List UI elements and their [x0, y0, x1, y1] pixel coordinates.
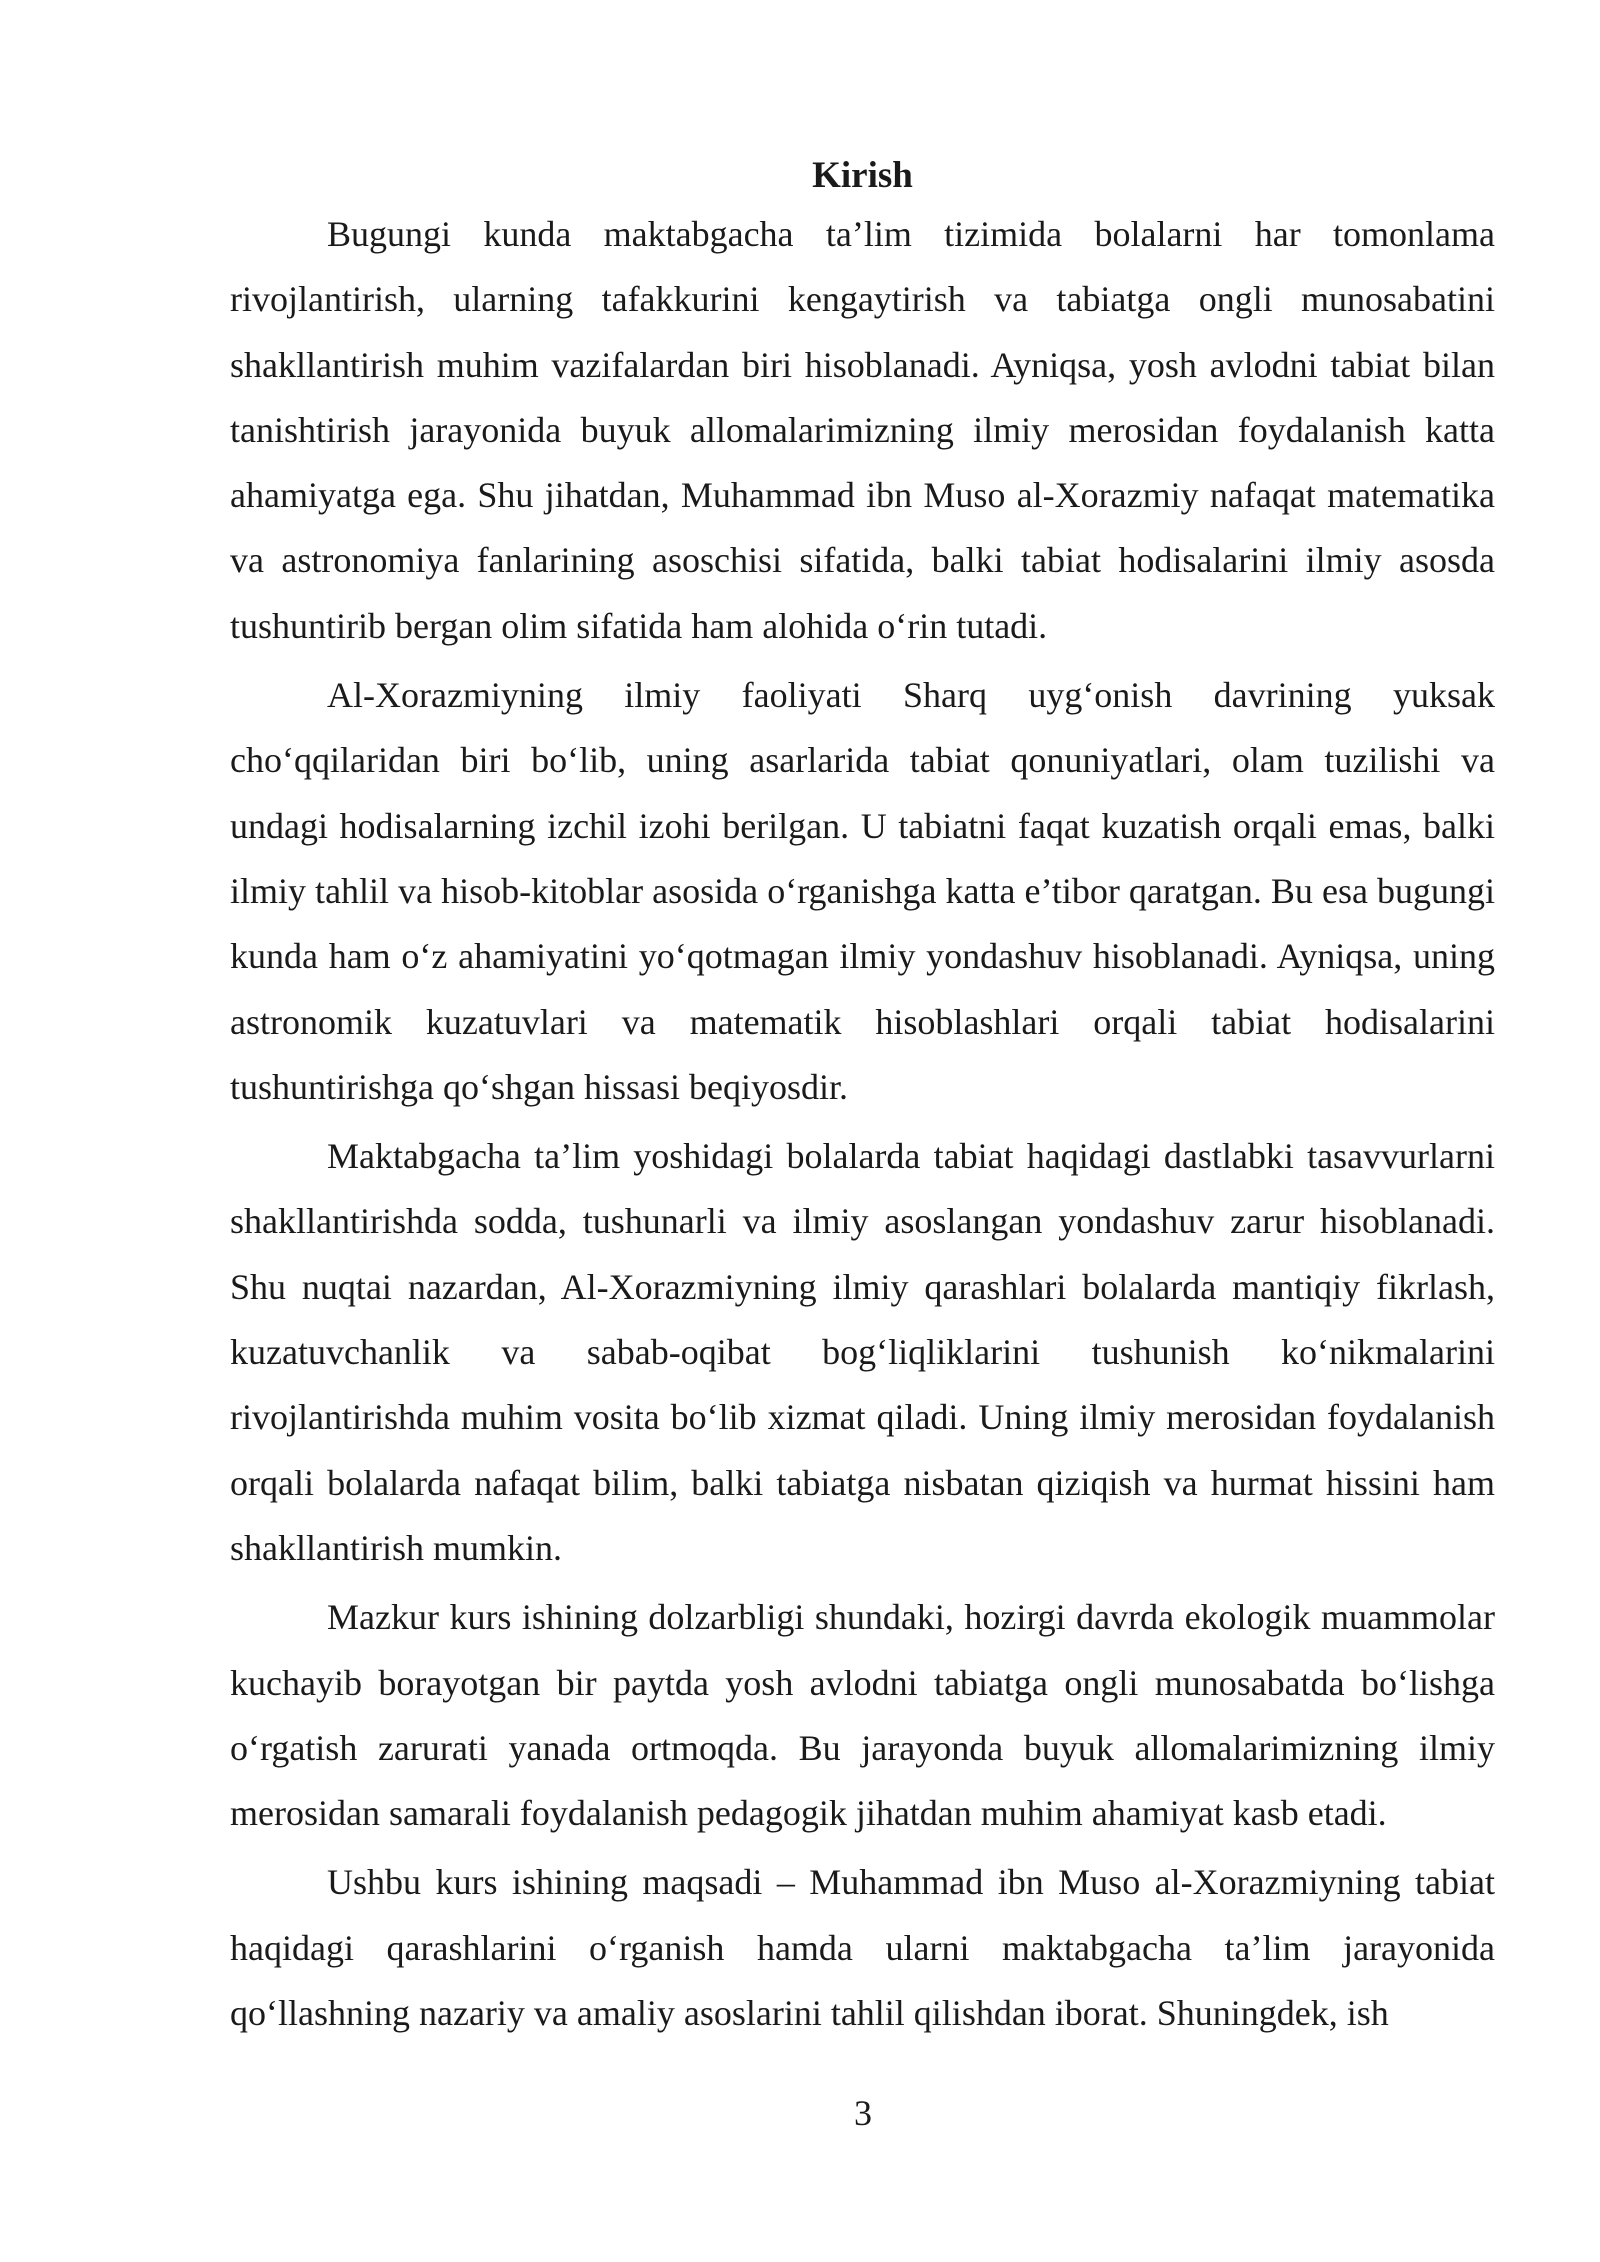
paragraph-1: Bugungi kunda maktabgacha ta’lim tizimida bolalarni har tomonlama rivojlantirish, ularning tafakkurini kengaytirish va tabiatga ongli munosabatini shakllantirish muhim vazifalardan biri hisoblanadi. Ayniqsa, yosh avlodni tabiat bilan tanishtirish jarayonida buyuk allomalarimizning ilmiy merosidan foydalanish katta ahamiyatga ega. Shu jihatdan, Muhammad ibn Muso al-Xorazmiy nafaqat matematika va astronomiya fanlarining asoschisi sifatida, balki tabiat hodisalarini ilmiy asosda tushuntirib bergan olim sifatida ham alohida o‘rin tutadi. [230, 214, 1495, 646]
page-number: 3 [854, 2093, 872, 2133]
paragraph-4: Mazkur kurs ishining dolzarbligi shundaki, hozirgi davrda ekologik muammolar kuchayib borayotgan bir paytda yosh avlodni tabiatga ongli munosabatda bo‘lishga o‘rgatish zarurati yanada ortmoqda. Bu jarayonda buyuk allomalarimizning ilmiy merosidan samarali foydalanish pedagogik jihatdan muhim ahamiyat kasb etadi. [230, 1597, 1495, 1834]
paragraph-3: Maktabgacha ta’lim yoshidagi bolalarda tabiat haqidagi dastlabki tasavvurlarni shakllantirishda sodda, tushunarli va ilmiy asoslangan yondashuv zarur hisoblanadi. Shu nuqtai nazardan, Al-Xorazmiyning ilmiy qarashlari bolalarda mantiqiy fikrlash, kuzatuvchanlik va sabab-oqibat bog‘liqliklarini tushunish ko‘nikmalarini rivojlantirishda muhim vosita bo‘lib xizmat qiladi. Uning ilmiy merosidan foydalanish orqali bolalarda nafaqat bilim, balki tabiatga nisbatan qiziqish va hurmat hissini ham shakllantirish mumkin. [230, 1136, 1495, 1568]
page-content [230, 150, 1495, 2050]
section-heading: Kirish [812, 155, 913, 196]
paragraph-2: Al-Xorazmiyning ilmiy faoliyati Sharq uyg‘onish davrining yuksak cho‘qqilaridan biri bo‘lib, uning asarlarida tabiat qonuniyatlari, olam tuzilishi va undagi hodisalarning izchil izohi berilgan. U tabiatni faqat kuzatish orqali emas, balki ilmiy tahlil va hisob-kitoblar asosida o‘rganishga katta e’tibor qaratgan. Bu esa bugungi kunda ham o‘z ahamiyatini yo‘qotmagan ilmiy yondashuv hisoblanadi. Ayniqsa, uning astronomik kuzatuvlari va matematik hisoblashlari orqali tabiat hodisalarini tushuntirishga qo‘shgan hissasi beqiyosdir. [230, 675, 1495, 1107]
paragraph-5: Ushbu kurs ishining maqsadi – Muhammad ibn Muso al-Xorazmiyning tabiat haqidagi qarashlarini o‘rganish hamda ularni maktabgacha ta’lim jarayonida qo‘llashning nazariy va amaliy asoslarini tahlil qilishdan iborat. Shuningdek, ish [230, 1862, 1495, 2034]
